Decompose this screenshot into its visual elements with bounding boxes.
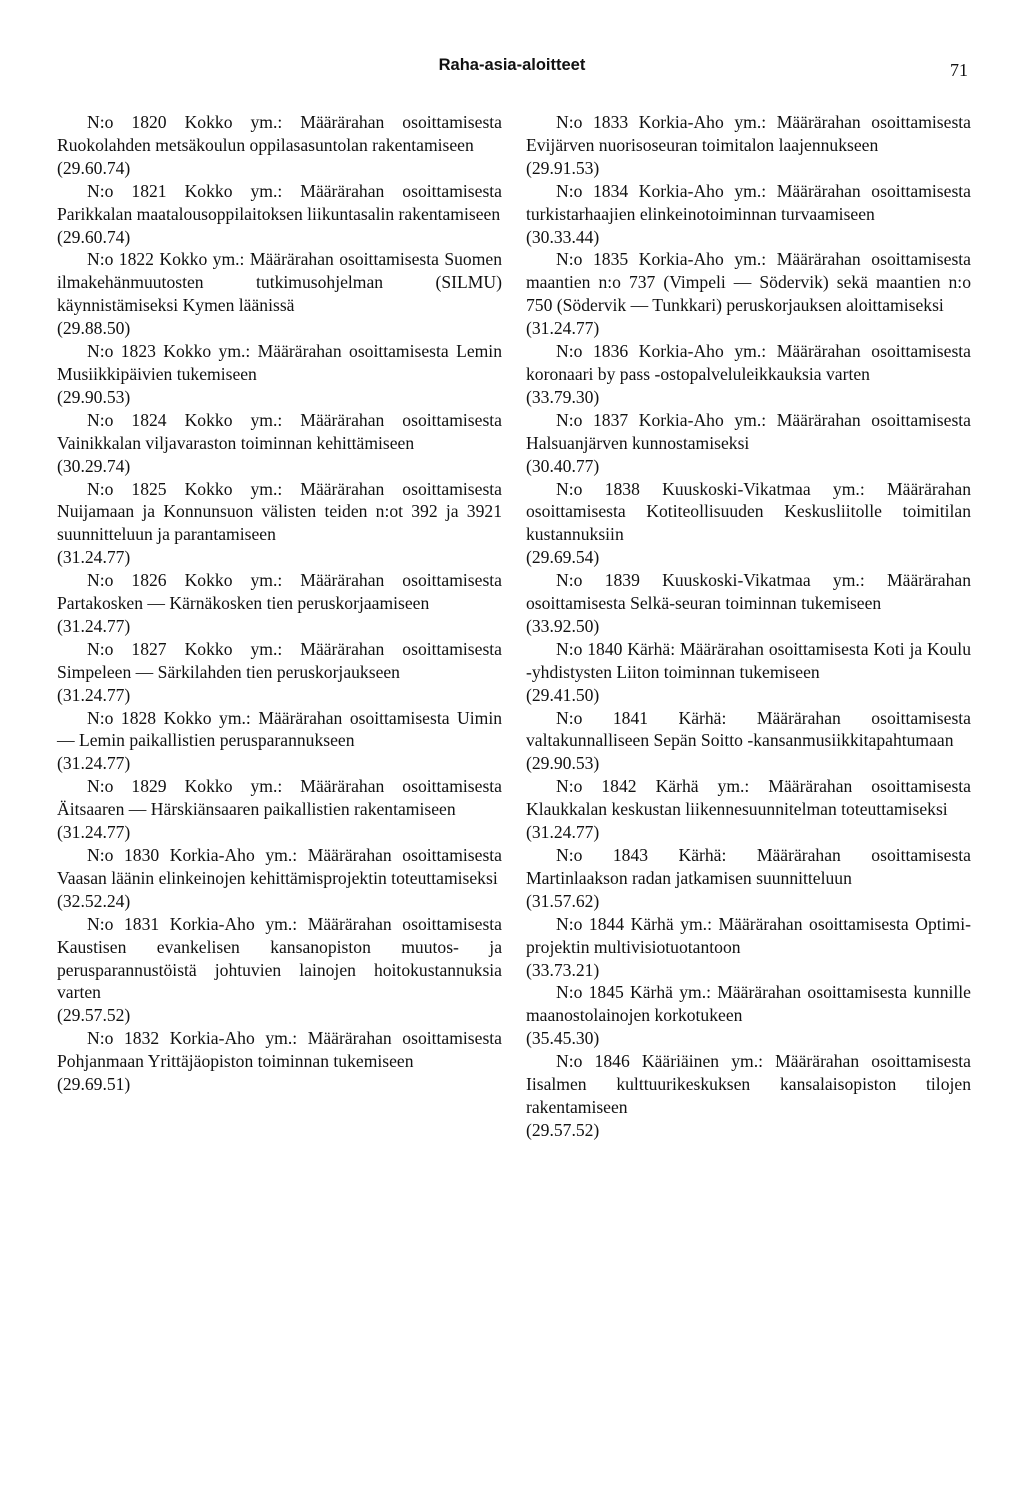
budget-code: (30.33.44)	[526, 226, 600, 247]
entry-text: N:o 1835 Korkia-Aho ym.: Määrärahan osoittamisesta maantien n:o 737 (Vimpeli — Södervik) sekä maantien n:o 750 (Södervik — Tunkkari) peruskorjauksen aloittamiseksi	[526, 249, 971, 316]
entry-text: N:o 1844 Kärhä ym.: Määrärahan osoittamisesta Optimi-projektin multivisiotuotantoon	[526, 913, 971, 957]
entry-text: N:o 1840 Kärhä: Määrärahan osoittamisesta Koti ja Koulu -yhdistysten Liiton toiminnan tukemiseen	[526, 638, 971, 682]
budget-code: (30.40.77)	[526, 455, 600, 476]
list-item	[57, 409, 502, 478]
budget-code: (29.88.50)	[57, 318, 131, 339]
entry-text: N:o 1826 Kokko ym.: Määrärahan osoittamisesta Partakosken — Kärnäkosken tien peruskorjaamiseen	[57, 570, 502, 614]
budget-code: (29.41.50)	[526, 684, 600, 705]
list-item	[57, 1027, 502, 1096]
budget-code: (31.24.77)	[57, 753, 131, 774]
entry-text: N:o 1839 Kuuskoski-Vikatmaa ym.: Määrärahan osoittamisesta Selkä-seuran toiminnan tukemiseen	[526, 570, 971, 614]
entry-text: N:o 1822 Kokko ym.: Määrärahan osoittamisesta Suomen ilmakehänmuutosten tutkimusohjelman (SILMU) käynnistämiseksi Kymen läänissä	[57, 249, 502, 316]
list-item	[526, 478, 971, 570]
budget-code: (35.45.30)	[526, 1028, 600, 1049]
list-item	[526, 180, 971, 249]
budget-code: (29.69.54)	[526, 547, 600, 568]
budget-code: (33.79.30)	[526, 386, 600, 407]
budget-code: (29.91.53)	[526, 157, 600, 178]
budget-code: (31.24.77)	[57, 615, 131, 636]
budget-code: (29.57.52)	[57, 1005, 131, 1026]
left-column	[57, 111, 502, 1096]
entry-text: N:o 1836 Korkia-Aho ym.: Määrärahan osoittamisesta koronaari by pass -ostopalveluleikkauksia varten	[526, 341, 971, 384]
budget-code: (32.52.24)	[57, 890, 131, 911]
running-title: Raha-asia-aloitteet	[438, 56, 586, 74]
list-item	[57, 569, 502, 638]
budget-code: (31.24.77)	[57, 547, 131, 568]
entry-text: N:o 1830 Korkia-Aho ym.: Määrärahan osoittamisesta Vaasan läänin elinkeinojen kehittämisprojektin toteuttamiseksi	[57, 845, 502, 888]
entry-text: N:o 1837 Korkia-Aho ym.: Määrärahan osoittamisesta Halsuanjärven kunnostamiseksi	[526, 409, 971, 453]
budget-code: (33.73.21)	[526, 959, 600, 980]
entry-text: N:o 1829 Kokko ym.: Määrärahan osoittamisesta Äitsaaren — Härskiänsaaren paikallistien rakentamiseen	[57, 776, 502, 820]
budget-code: (29.60.74)	[57, 226, 131, 247]
list-item	[526, 981, 971, 1050]
list-item	[526, 844, 971, 913]
list-item	[57, 478, 502, 570]
entry-text: N:o 1820 Kokko ym.: Määrärahan osoittamisesta Ruokolahden metsäkoulun oppilasasuntolan rakentamiseen	[57, 112, 502, 155]
budget-code: (33.92.50)	[526, 615, 600, 636]
list-item	[57, 844, 502, 913]
entry-text: N:o 1832 Korkia-Aho ym.: Määrärahan osoittamisesta Pohjanmaan Yrittäjäopiston toiminnan tukemiseen	[57, 1028, 502, 1072]
entry-text: N:o 1825 Kokko ym.: Määrärahan osoittamisesta Nuijamaan ja Konnunsuon välisten teiden n:ot 392 ja 3921 suunnitteluun ja parantamiseen	[57, 478, 502, 545]
entry-text: N:o 1838 Kuuskoski-Vikatmaa ym.: Määrärahan osoittamisesta Kotiteollisuuden Keskusliitolle toimitilan kustannuksiin	[526, 478, 971, 545]
list-item	[57, 913, 502, 1028]
list-item	[57, 638, 502, 707]
list-item	[526, 1050, 971, 1142]
list-item	[526, 248, 971, 340]
budget-code: (31.24.77)	[57, 822, 131, 843]
budget-code: (31.24.77)	[526, 822, 600, 843]
list-item	[526, 340, 971, 409]
entry-text: N:o 1842 Kärhä ym.: Määrärahan osoittamisesta Klaukkalan keskustan liikennesuunnitelman toteuttamiseksi	[526, 776, 971, 820]
list-item	[57, 248, 502, 340]
list-item	[57, 111, 502, 180]
budget-code: (31.57.62)	[526, 890, 600, 911]
list-item	[57, 340, 502, 409]
budget-code: (31.24.77)	[57, 684, 131, 705]
entry-text: N:o 1831 Korkia-Aho ym.: Määrärahan osoittamisesta Kaustisen evankelisen kansanopiston muutos- ja perusparannustöistä johtuvien lainojen hoitokustannuksia varten	[57, 913, 502, 1003]
right-column	[526, 111, 971, 1142]
list-item	[526, 569, 971, 638]
list-item	[526, 111, 971, 180]
entry-text: N:o 1834 Korkia-Aho ym.: Määrärahan osoittamisesta turkistarhaajien elinkeinotoiminnan turvaamiseen	[526, 180, 971, 224]
entry-text: N:o 1823 Kokko ym.: Määrärahan osoittamisesta Lemin Musiikkipäivien tukemiseen	[57, 341, 502, 384]
list-item	[526, 409, 971, 478]
list-item	[526, 775, 971, 844]
budget-code: (29.60.74)	[57, 157, 131, 178]
budget-code: (29.69.51)	[57, 1074, 131, 1095]
entry-text: N:o 1841 Kärhä: Määrärahan osoittamisesta valtakunnalliseen Sepän Soitto -kansanmusiikkitapahtumaan	[526, 707, 971, 751]
list-item	[526, 707, 971, 776]
entry-text: N:o 1843 Kärhä: Määrärahan osoittamisesta Martinlaakson radan jatkamisen suunnitteluun	[526, 845, 971, 888]
list-item	[526, 913, 971, 982]
entry-text: N:o 1821 Kokko ym.: Määrärahan osoittamisesta Parikkalan maatalousoppilaitoksen liikuntasalin rakentamiseen	[57, 180, 502, 224]
entry-text: N:o 1824 Kokko ym.: Määrärahan osoittamisesta Vainikkalan viljavaraston toiminnan kehittämiseen	[57, 409, 502, 453]
list-item	[57, 775, 502, 844]
entry-text: N:o 1845 Kärhä ym.: Määrärahan osoittamisesta kunnille maanostolainojen korkotukeen	[526, 982, 971, 1026]
entry-text: N:o 1833 Korkia-Aho ym.: Määrärahan osoittamisesta Evijärven nuorisoseuran toimitalon laajennukseen	[526, 112, 971, 155]
budget-code: (29.57.52)	[526, 1119, 600, 1140]
budget-code: (29.90.53)	[526, 753, 600, 774]
page-number: 71	[950, 60, 968, 80]
list-item	[57, 707, 502, 776]
entry-text: N:o 1828 Kokko ym.: Määrärahan osoittamisesta Uimin — Lemin paikallistien perusparannukseen	[57, 707, 502, 751]
entry-text: N:o 1827 Kokko ym.: Määrärahan osoittamisesta Simpeleen — Särkilahden tien peruskorjaukseen	[57, 638, 502, 682]
list-item	[526, 638, 971, 707]
budget-code: (31.24.77)	[526, 318, 600, 339]
entry-text: N:o 1846 Kääriäinen ym.: Määrärahan osoittamisesta Iisalmen kulttuurikeskuksen kansalaisopiston tilojen rakentamiseen	[526, 1051, 971, 1117]
list-item	[57, 180, 502, 249]
budget-code: (29.90.53)	[57, 386, 131, 407]
budget-code: (30.29.74)	[57, 455, 131, 476]
